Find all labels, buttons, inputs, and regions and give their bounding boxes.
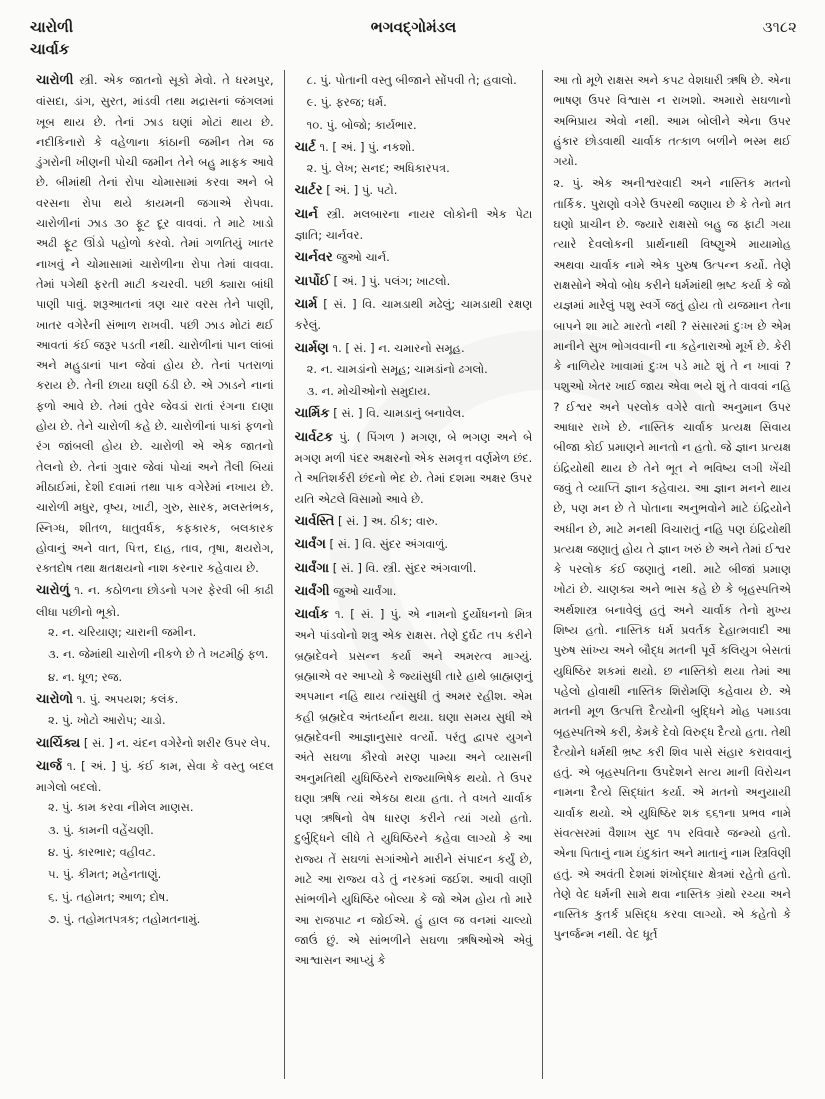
- entry-sense: ૯. પું. ફરજ; ધર્મ.: [306, 95, 387, 110]
- entry-definition: સ્ત્રી. એક જાતનો સૂકો મેવો. તે ધરમપુર, વાંસદા, ડાંગ, સુરત, માંડવી તથા મદ્રાસનાં જંગલમાં ખૂબ થાય છે. તેનાં ઝાડ ઘણાં મોટાં થાય છે. નદીકિનારો કે વહેળાના કાંઠાની જમીન તેમ જ ડુંગરોની ખીણની પોચી જમીન તેને બહુ માફક આવે છે. બીમાંથી તેનાં રોપા ચોમાસામાં કરવા અને બે વરસના રોપા થયે કાયમની જગાએ રોપવા. ચારોળીનાં ઝાડ ૩૦ ફૂટ દૂર વાવવાં. તે માટે ખાડો અઢી ફૂટ ઊંડો પહોળો કરવો. તેમાં ગળતિયું ખાતર નાખવું ને ચોમાસામાં ચારોળીના રોપા તેમાં વાવવા. તેમાં પગેથી ફરતી માટી કચરવી. પછી ક્યારા બાંધી પાણી પાવું. શરૂઆતનાં ત્રણ ચાર વરસ તેને પાણી, ખાતર વગેરેની સંભાળ રાખવી. પછી ઝાડ મોટાં થઈ આવતાં કંઈ જરૂર પડતી નથી. ચારોળીનાં પાન લાંબાં અને મહુડાનાં પાન જેવાં હોય છે. તેનાં પતરાળાં કરાય છે. તેની છાયા ઘણી ઠંડી છે. એ ઝાડને નાનાં ફળો આવે છે. તેમાં તુવેર જેવડાં રાતાં રંગના દાણા હોય છે. તેને ચારોળી કહે છે. ચારોળીનાં પાકાં ફળનો રંગ જાંબલી હોય છે. ચારોળી એ એક જાતનો તેલનો છે. તેનાં ગુવાર જેવાં પોચાં અને તૈલી બિયાં મીઠાઈમાં, દેશી દવામાં તથા પાક વગેરેમાં નખાય છે. ચારોળી મધુર, વૃષ્ય, ખાટી, ગુરુ, સારક, મલસ્તંભક, સ્નિગ્ધ, શીતળ, ધાતુવર્ધક, કફકારક, બલકારક હોવાનું અને વાત, પિત્ત, દાહ, તાવ, તૃષા, ક્ષયરોગ, રક્તદોષ તથા ક્ષતક્ષયનો નાશ કરનાર કહેવાય છે.: [36, 73, 274, 576]
- entry-headword: ચાર્વસ્તિ: [294, 513, 335, 529]
- entry-headword: ચાર્ટર: [294, 183, 323, 199]
- entry-definition: ૧. પું. અપયશ; કલંક.: [76, 691, 179, 706]
- entry-definition: [ અં. ] પું. પટો.: [326, 183, 398, 198]
- entry-headword: ચાર્વટક: [294, 429, 334, 445]
- dictionary-columns: [26, 70, 801, 1079]
- entry-headword: ચાર્નવર: [294, 250, 333, 266]
- entry-definition: [ સં. ] વિ. સ્ત્રી. સુંદર અંગવાળી.: [332, 560, 477, 575]
- entry-sense: ૨. પું. લેખ; સનદ; અધિકારપત્ર.: [306, 161, 450, 176]
- entry-definition: આ તો મૂળે રાક્ષસ અને કપટ વેશધારી ઋષિ છે. એના ભાષણ ઉપર વિશ્વાસ ન રાખશો. અમારો સઘળાનો અભિપ્રાય એવો નથી. આમ બોલીને એના ઉપર હુંકાર છોડવાથી ચાર્વાક તત્કાળ બળીને ભસ્મ થઈ ગયો.: [553, 73, 792, 169]
- entry-definition: સ્ત્રી. મલબારના નાયર લોકોની એક પેટા જ્ઞાતિ; ચાર્નવર.: [294, 206, 533, 243]
- dictionary-entry: [295, 581, 533, 602]
- entry-definition: [ અં. ] પું. પલંગ; ખાટલો.: [333, 273, 451, 288]
- dictionary-entry: [553, 173, 791, 944]
- entry-sense: ૩. ન. જેમાંથી ચારોળી નીકળે છે તે ખટમીઠું ફળ.: [48, 647, 269, 662]
- guide-word-last: ચાર્વાક: [30, 40, 70, 58]
- entry-headword: ચાર્ચિક્ય: [36, 735, 81, 751]
- dictionary-entry: [36, 756, 274, 929]
- dictionary-entry: [295, 247, 533, 268]
- dictionary-entry: [36, 733, 274, 754]
- entry-definition: ૧. [ સં. ] ન. ચમારનો સમૂહ.: [332, 340, 465, 355]
- entry-headword: ચાર્ન: [294, 206, 318, 222]
- entry-definition: જુઓ ચાર્વંગા.: [333, 583, 397, 598]
- dictionary-entry: [295, 427, 533, 509]
- entry-headword: ચાર્મણ: [294, 340, 329, 356]
- entry-definition: [ સં. ] વિ. સુંદર અંગવાળું.: [329, 537, 448, 552]
- dictionary-entry: [295, 180, 533, 201]
- entry-definition: [ સં. ] ન. ચંદન વગેરેનો શરીર ઉપર લેપ.: [83, 735, 271, 750]
- column-2: [284, 70, 543, 1079]
- entry-headword: ચારોળું: [36, 583, 70, 599]
- entry-sense: ૮. પું. પોતાની વસ્તુ બીજાને સોંપવી તે; હવાલો.: [306, 73, 517, 87]
- dictionary-entry: [295, 534, 533, 555]
- column-3: [542, 70, 801, 1079]
- entry-headword: ચાર્વંગી: [294, 583, 330, 599]
- entry-headword: ચારોળી: [36, 73, 74, 88]
- entry-sense: ૫. પું. કીમત; મહેનતાણું.: [48, 867, 162, 882]
- entry-headword: ચાર્મ: [294, 296, 318, 312]
- dictionary-entry: [295, 204, 533, 246]
- entry-definition: [ સં. ] અ. ઠીક; વારુ.: [338, 513, 439, 528]
- entry-headword: ચાર્વંગા: [294, 560, 330, 576]
- entry-definition: ૧. ન. કઠોળના છોડનો પગર ફેરવી બી કાઢી લીધા પછીનો ભૂકો.: [36, 583, 274, 619]
- entry-definition: ૧. [ અં. ] પું. કંઈ કામ, સેવા કે વસ્તુ બદલ માગેલો બદલો.: [36, 758, 274, 795]
- entry-headword: ચાર્વાક: [294, 607, 329, 623]
- dictionary-entry: [295, 338, 533, 402]
- page-number: ૩૧૮૨: [762, 18, 797, 36]
- entry-definition: જુઓ ચાર્ન.: [336, 250, 390, 265]
- dictionary-entry: [295, 137, 533, 179]
- dictionary-entry: [295, 511, 533, 532]
- entry-definition: ૧. [ સં. ] પું. એ નામનો દુર્યોધનનો મિત્ર અને પાંડવોનો શત્રુ એક રાક્ષસ. તેણે દુર્ઘટ તપ કરીને બ્રહ્મદેવને પ્રસન્ન કર્યા અને અમરત્વ માગ્યું. બ્રહ્માએ વર આપ્યો કે જ્યાંસુધી તારે હાથે બ્રાહ્મણનું અપમાન નહિ થાય ત્યાંસુધી તું અમર રહીશ. એમ કહી બ્રહ્મદેવ અંતર્ધ્યાન થયા. ઘણા સમય સુધી એ બ્રહ્મદેવની આજ્ઞાનુસાર વર્ત્યો. પરંતુ દ્વાપર યુગને અંતે સઘળા કૌરવો મરણ પામ્યા અને વ્યાસની અનુમતિથી યુધિષ્ઠિરને રાજ્યાભિષેક થયો. તે ઉપર ઘણા ઋષિ ત્યાં એકઠા થયા હતા. તે વખતે ચાર્વાક પણ ઋષિનો વેષ ધારણ કરીને ત્યાં ગયો હતો. દુર્બુદ્ધિને લીધે તે યુધિષ્ઠિરને કહેવા લાગ્યો કે આ રાજ્ય તેં સઘળાં સગાંઓને મારીને સંપાદન કર્યું છે, માટે આ રાજ્ય વડે તું નરકમાં જઈશ. આવી વાણી સાંભળીને યુધિષ્ઠિર બોલ્યા કે જો એમ હોય તો મારે આ રાજપાટ ન જોઈએ. હું હાલ જ વનમાં ચાલ્યો જાઉં છું. એ સાંભળીને સઘળા ઋષિઓએ એવું આશ્વાસન આપ્યું કે: [294, 607, 533, 968]
- dictionary-entry: [36, 689, 274, 731]
- entry-sense: ૩. પું. કામની વહેંચણી.: [48, 822, 154, 837]
- entry-headword: ચાર્જ: [36, 758, 62, 774]
- entry-headword: ચાર્ટ: [294, 139, 316, 155]
- dictionary-entry: [295, 604, 533, 970]
- dictionary-entry: [295, 558, 533, 579]
- entry-sense: ૪. પું. કારભાર; વહીવટ.: [48, 844, 156, 859]
- dictionary-entry: [295, 70, 533, 135]
- entry-headword: ચાર્મિક: [294, 406, 330, 422]
- entry-sense: ૪. ન. ધૂળ; રજ.: [48, 669, 123, 684]
- entry-sense: ૨. પું. ખોટો આરોપ; ચાડો.: [48, 713, 166, 728]
- dictionary-title: ભગવદ્ગોમંડલ: [370, 18, 457, 36]
- entry-headword: ચારોળો: [36, 691, 73, 707]
- entry-sense: ૧૦. પું. બોજો; કાર્યભાર.: [306, 117, 417, 132]
- column-1: [26, 70, 284, 1079]
- entry-sense: ૬. પું. તહોમત; આળ; દોષ.: [48, 889, 169, 904]
- page-header: [30, 18, 797, 66]
- entry-definition: [ સં. ] વિ. ચામડાનું બનાવેલ.: [333, 406, 465, 421]
- dictionary-entry: [36, 580, 274, 686]
- entry-definition: [ સં. ] વિ. ચામડાથી મઢેલું; ચામડાથી રક્ષણ કરેલું.: [294, 296, 533, 333]
- guide-word-first: ચારોળી: [30, 18, 74, 36]
- dictionary-entry: [295, 271, 533, 292]
- entry-headword: ચાર્પોઈ: [294, 273, 330, 289]
- entry-sense: ૭. પું. તહોમતપત્રક; તહોમતનામું.: [48, 911, 201, 926]
- entry-sense: ૩. ન. મોચીઓનો સમુદાય.: [306, 384, 431, 399]
- entry-sense: ૨. પું. કામ કરવા નીમેલ માણસ.: [48, 800, 194, 815]
- dictionary-entry: [36, 70, 274, 578]
- entry-sense: ૨. ન. ચામડાંનો સમૂહ; ચામડાંનો ઢગલો.: [306, 361, 488, 376]
- entry-sense: ૨. ન. ચરિયાણ; ચારાની જમીન.: [48, 625, 197, 640]
- entry-definition: ૧. [ અં. ] પું. નકશો.: [319, 139, 416, 154]
- dictionary-entry: [553, 70, 791, 171]
- entry-definition: પું. ( પિંગળ ) મગણ, બે ભગણ અને બે મગણ મળી પંદર અક્ષરનો એક સમવૃત્ત વર્ણમેળ છંદ. તે અતિશર્કરી છંદનો ભેદ છે. તેમાં દશમા અક્ષર ઉપર યતિ એટલે વિસામો આવે છે.: [294, 429, 533, 506]
- dictionary-entry: [295, 403, 533, 424]
- dictionary-entry: [295, 294, 533, 336]
- entry-headword: ચાર્વંગ: [294, 537, 326, 553]
- entry-definition: ૨. પું. એક અનીશ્વરવાદી અને નાસ્તિક મતનો તાર્કિક. પુરાણો વગેરે ઉપરથી જણાય છે કે તેનો મત ઘણો પ્રાચીન છે. જ્યારે રાક્ષસો બહુ જ ફાટી ગયા ત્યારે દેવલોકની પ્રાર્થનાથી વિષ્ણુએ માયામોહ અથવા ચાર્વાક નામે એક પુરુષ ઉત્પન્ન કર્યો. તેણે રાક્ષસોને એવો બોધ કરીને ધર્મમાંથી ભ્રષ્ટ કર્યા કે જો યજ્ઞમાં મારેલું પશુ સ્વર્ગે જતું હોય તો યજમાન તેના બાપને શા માટે મારતો નથી ? સંસારમાં દુઃખ છે એમ માનીને સુખ ભોગવવાની ના કહેનારાઓ મૂર્ખ છે. કેરી કે નાળિયેર ખાવામાં દુઃખ પડે માટે શું તે ન ખાવાં ? પશુઓ ખેતર ખાઈ જાય એવા ભયે શું તે વાવવાં નહિ ? ઈશ્વર અને પરલોક વગેરે વાતો અનુમાન ઉપર આધાર રાખે છે. નાસ્તિક ચાર્વાક પ્રત્યક્ષ સિવાય બીજા કોઈ પ્રમાણને માનતો ન હતો. જે જ્ઞાન પ્રત્યક્ષ ઇંદ્રિયોથી થાય છે તેને ભૂત ને ભવિષ્ય લગી ખેંચી જવું તે વ્યાપ્તિ જ્ઞાન કહેવાય. આ જ્ઞાન મનને થાય છે, પણ મન છે તે પોતાના અનુભવોને માટે ઇંદ્રિયોને અધીન છે, માટે મનથી વિચારાતું નહિ પણ ઇંદ્રિયોથી પ્રત્યક્ષ જણાતું હોય તે જ્ઞાન ખરું છે અને તેમાં ઈશ્વર કે પરલોક કંઈ જણાતું નથી. માટે બીજાં પ્રમાણ ખોટાં છે. ચાણક્ય અને ભાસ કહે છે કે બૃહસ્પતિએ અર્થશાસ્ત્ર બનાવેલું હતું અને ચાર્વાક તેનો મુખ્ય શિષ્ય હતો. નાસ્તિક ધર્મ પ્રવર્તક દેહાત્મવાદી આ પુરુષ સાંખ્ય અને બૌદ્ધ મતની પૂર્વે કલિયુગ બેસતાં યુધિષ્ઠિર શકમાં થયો. છ નાસ્તિકો થયા તેમાં આ પહેલો હોવાથી નાસ્તિક શિરોમણિ કહેવાય છે. એ મતની મૂળ ઉત્પત્તિ દૈત્યોની બુદ્ધિને મોહ પમાડવા બૃહસ્પતિએ કરી, કેમકે દેવો વિરુદ્ધ દૈત્યો હતા. તેથી દૈત્યોને ધર્મથી ભ્રષ્ટ કરી શિવ પાસે સંહાર કરાવવાનું હતું. એ બૃહસ્પતિના ઉપદેશને સત્ય માની વિરોચન નામના દૈત્યે સિદ્ધાંત કર્યા. એ મતનો અનુયાયી ચાર્વાક થયો. એ યુધિષ્ઠિર શક ૬૬૧ના પ્રભવ નામે સંવત્સરમાં વૈશાખ સુદ ૧૫ રવિવારે જન્મ્યો હતો. એના પિતાનું નામ ઇંદુકાંત અને માતાનું નામ સ્ત્રિવિણી હતું. એ અવંતી દેશમાં શંખોદ્ધાર ક્ષેત્રમાં રહેતો હતો. તેણે વેદ ધર્મની સામે થવા નાસ્તિક ગ્રંથો રચ્યા અને નાસ્તિક કુતર્ક પ્રસિદ્ધ કરવા લાગ્યો. એ કહેતો કે પુનર્જન્મ નથી. વેદ ધૂર્ત: [553, 176, 792, 942]
